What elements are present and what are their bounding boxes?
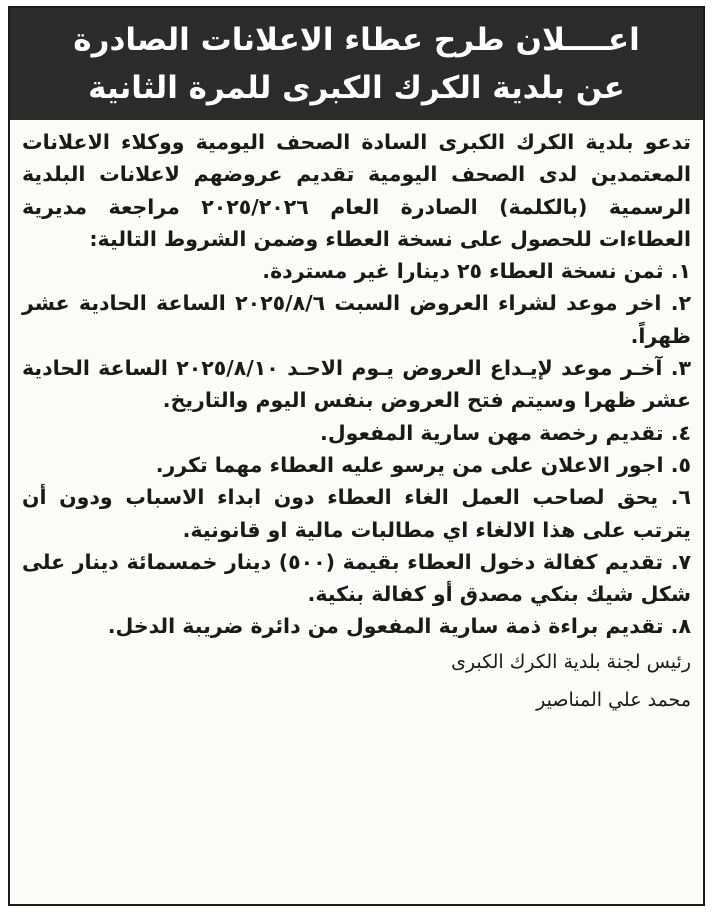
condition-6: ٦. يحق لصاحب العمل الغاء العطاء دون ابداء الاسباب ودون أن يترتب على هذا الالغاء اي مطالبات مالية او قانونية. bbox=[22, 485, 691, 542]
condition-7: ٧. تقديم كفالة دخول العطاء بقيمة (٥٠٠) دينار خمسمائة دينار على شكل شيك بنكي مصدق أو كفالة بنكية. bbox=[22, 549, 691, 607]
header-line-2: عن بلدية الكرك الكبرى للمرة الثانية bbox=[88, 70, 625, 106]
condition-4: ٤. تقديم رخصة مهن سارية المفعول. bbox=[320, 420, 691, 445]
announcement-frame bbox=[8, 6, 705, 906]
condition-5: ٥. اجور الاعلان على من يرسو عليه العطاء مهما تكرر. bbox=[155, 452, 691, 477]
announcement-body bbox=[22, 126, 691, 719]
condition-8: ٨. تقديم براءة ذمة سارية المفعول من دائرة ضريبة الدخل. bbox=[107, 614, 691, 639]
signature-name: محمد علي المناصير bbox=[536, 688, 691, 711]
intro-paragraph: تدعو بلدية الكرك الكبرى السادة الصحف اليومية ووكلاء الاعلانات المعتمدين لدى الصحف اليومية تقديم عروضهم لاعلانات البلدية الرسمية (بالكلمة) الصادرة العام ٢٠٢٥/٢٠٢٦ مراجعة مديرية العطاءات للحصول على نسخة العطاء وضمن الشروط التالية: bbox=[22, 130, 691, 251]
condition-3: ٣. آخـر موعد لإيـداع العروض يـوم الاحـد ٢٠٢٥/٨/١٠ الساعة الحادية عشر ظهرا وسيتم فتح العروض بنفس اليوم والتاريخ. bbox=[22, 356, 691, 413]
signature-title: رئيس لجنة بلدية الكرك الكبرى bbox=[451, 650, 691, 673]
condition-1: ١. ثمن نسخة العطاء ٢٥ دينارا غير مستردة. bbox=[262, 259, 691, 284]
header-line-1: اعــــلان طرح عطاء الاعلانات الصادرة bbox=[73, 22, 640, 58]
announcement-header bbox=[10, 8, 703, 120]
condition-2: ٢. اخر موعد لشراء العروض السبت ٢٠٢٥/٨/٦ الساعة الحادية عشر ظهراً. bbox=[22, 291, 691, 348]
